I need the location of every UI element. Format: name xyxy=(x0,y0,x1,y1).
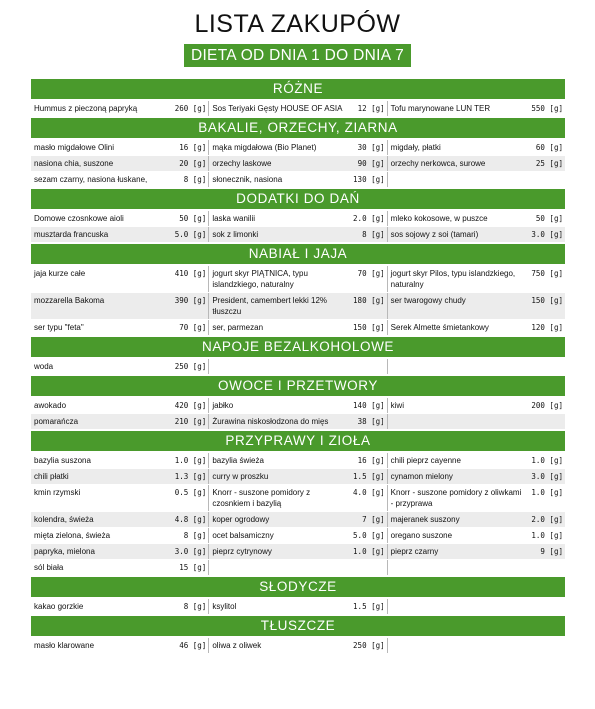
item-quantity: 60 [g] xyxy=(535,143,563,152)
item-name: kiwi xyxy=(390,401,404,410)
item-cell xyxy=(31,227,209,242)
item-row xyxy=(31,560,565,575)
item-name: Tofu marynowane LUN TER xyxy=(390,104,491,113)
item-name: kakao gorzkie xyxy=(34,602,84,611)
item-quantity: 16 [g] xyxy=(357,456,385,465)
item-name: pieprz czarny xyxy=(390,547,439,556)
item-quantity: 9 [g] xyxy=(540,547,563,556)
item-name: bazylia świeża xyxy=(212,456,264,465)
item-cell xyxy=(209,398,387,413)
item-cell xyxy=(388,172,565,187)
item-quantity: 5.0 [g] xyxy=(353,531,385,540)
item-name: masło migdałowe Olini xyxy=(34,143,115,152)
item-name: migdały, płatki xyxy=(390,143,441,152)
item-row xyxy=(31,485,565,511)
item-name: masło klarowane xyxy=(34,641,95,650)
item-quantity: 260 [g] xyxy=(174,104,207,113)
item-name: Knorr - suszone pomidory z czosnkiem i bazylią xyxy=(212,488,311,508)
item-quantity: 1.5 [g] xyxy=(353,472,385,481)
item-name: Knorr - suszone pomidory z oliwkami - przyprawa xyxy=(390,488,522,508)
item-name: cynamon mielony xyxy=(390,472,453,481)
item-row xyxy=(31,266,565,292)
item-name: sos sojowy z soi (tamari) xyxy=(390,230,479,239)
item-cell xyxy=(209,140,387,155)
item-row xyxy=(31,453,565,468)
item-quantity: 390 [g] xyxy=(174,296,207,305)
item-cell xyxy=(31,453,209,468)
item-row xyxy=(31,469,565,484)
item-quantity: 5.0 [g] xyxy=(174,230,207,239)
item-name: słonecznik, nasiona xyxy=(212,175,283,184)
item-quantity: 1.3 [g] xyxy=(174,472,207,481)
item-name: orzechy laskowe xyxy=(212,159,272,168)
item-cell xyxy=(31,512,209,527)
item-quantity: 25 [g] xyxy=(535,159,563,168)
item-quantity: 4.8 [g] xyxy=(174,515,207,524)
item-quantity: 420 [g] xyxy=(174,401,207,410)
item-row xyxy=(31,227,565,242)
item-name: awokado xyxy=(34,401,67,410)
item-quantity: 410 [g] xyxy=(174,269,207,278)
item-row xyxy=(31,101,565,116)
item-name: sól biała xyxy=(34,563,64,572)
item-name: jogurt skyr PIĄTNICA, typu islandzkiego, naturalny xyxy=(212,269,308,289)
item-quantity: 150 [g] xyxy=(531,296,563,305)
subtitle-wrap xyxy=(0,44,595,67)
item-cell xyxy=(31,528,209,543)
item-grid xyxy=(31,359,565,374)
item-quantity: 1.5 [g] xyxy=(353,602,385,611)
item-cell xyxy=(31,359,209,374)
item-cell xyxy=(209,560,387,575)
item-name: bazylia suszona xyxy=(34,456,91,465)
item-cell xyxy=(388,560,565,575)
item-name: mąka migdałowa (Bio Planet) xyxy=(212,143,317,152)
item-quantity: 90 [g] xyxy=(357,159,385,168)
item-name: ser twarogowy chudy xyxy=(390,296,466,305)
item-name: chili pieprz cayenne xyxy=(390,456,461,465)
item-quantity: 180 [g] xyxy=(353,296,385,305)
item-name: mozzarella Bakoma xyxy=(34,296,105,305)
section-header: RÓŻNE xyxy=(31,79,565,99)
section-header: NABIAŁ I JAJA xyxy=(31,244,565,264)
item-name: oregano suszone xyxy=(390,531,453,540)
item-cell xyxy=(209,227,387,242)
item-quantity: 8 [g] xyxy=(183,602,207,611)
shopping-list-content xyxy=(31,79,565,655)
item-cell xyxy=(209,172,387,187)
item-name: sok z limonki xyxy=(212,230,259,239)
item-quantity: 0.5 [g] xyxy=(174,488,207,497)
item-cell xyxy=(31,485,209,511)
item-quantity: 1.0 [g] xyxy=(353,547,385,556)
item-row xyxy=(31,293,565,319)
item-name: jaja kurze całe xyxy=(34,269,86,278)
item-quantity: 4.0 [g] xyxy=(353,488,385,497)
item-name: koper ogrodowy xyxy=(212,515,270,524)
item-quantity: 1.0 [g] xyxy=(531,488,563,497)
item-cell xyxy=(209,101,387,116)
item-row xyxy=(31,156,565,171)
item-quantity: 50 [g] xyxy=(179,214,207,223)
item-grid xyxy=(31,638,565,653)
item-row xyxy=(31,414,565,429)
item-cell xyxy=(209,599,387,614)
item-quantity: 130 [g] xyxy=(353,175,385,184)
section xyxy=(31,189,565,242)
section xyxy=(31,244,565,335)
section xyxy=(31,431,565,575)
item-quantity: 16 [g] xyxy=(179,143,207,152)
item-cell xyxy=(388,414,565,429)
item-row xyxy=(31,359,565,374)
item-name: jogurt skyr Pilos, typu islandzkiego, naturalny xyxy=(390,269,516,289)
item-grid xyxy=(31,398,565,429)
item-cell xyxy=(388,469,565,484)
item-name: woda xyxy=(34,362,54,371)
item-quantity: 30 [g] xyxy=(357,143,385,152)
item-cell xyxy=(388,211,565,226)
item-cell xyxy=(388,156,565,171)
item-quantity: 3.0 [g] xyxy=(174,547,207,556)
item-quantity: 550 [g] xyxy=(531,104,563,113)
item-cell xyxy=(209,156,387,171)
item-quantity: 150 [g] xyxy=(353,323,385,332)
item-cell xyxy=(388,320,565,335)
item-quantity: 46 [g] xyxy=(179,641,207,650)
item-cell xyxy=(388,227,565,242)
item-quantity: 250 [g] xyxy=(353,641,385,650)
item-name: chili płatki xyxy=(34,472,69,481)
item-quantity: 1.0 [g] xyxy=(174,456,207,465)
item-cell xyxy=(388,512,565,527)
item-cell xyxy=(31,293,209,319)
item-quantity: 1.0 [g] xyxy=(531,531,563,540)
item-cell xyxy=(31,172,209,187)
item-cell xyxy=(388,101,565,116)
item-cell xyxy=(31,320,209,335)
item-quantity: 12 [g] xyxy=(357,104,385,113)
section xyxy=(31,79,565,116)
item-name: papryka, mielona xyxy=(34,547,95,556)
item-cell xyxy=(388,453,565,468)
section xyxy=(31,337,565,374)
item-quantity: 3.0 [g] xyxy=(531,472,563,481)
item-quantity: 8 [g] xyxy=(183,531,207,540)
item-cell xyxy=(388,398,565,413)
item-cell xyxy=(31,638,209,653)
section-header: SŁODYCZE xyxy=(31,577,565,597)
section-header: TŁUSZCZE xyxy=(31,616,565,636)
item-name: Sos Teriyaki Gęsty HOUSE OF ASIA xyxy=(212,104,343,113)
item-cell xyxy=(31,211,209,226)
item-name: kmin rzymski xyxy=(34,488,81,497)
item-cell xyxy=(209,320,387,335)
section xyxy=(31,577,565,614)
item-name: laska wanilii xyxy=(212,214,256,223)
item-grid xyxy=(31,266,565,335)
item-name: Domowe czosnkowe aioli xyxy=(34,214,124,223)
item-row xyxy=(31,544,565,559)
item-cell xyxy=(388,140,565,155)
item-quantity: 50 [g] xyxy=(535,214,563,223)
item-cell xyxy=(209,359,387,374)
item-quantity: 200 [g] xyxy=(531,401,563,410)
section xyxy=(31,376,565,429)
item-grid xyxy=(31,599,565,614)
item-cell xyxy=(31,101,209,116)
item-name: musztarda francuska xyxy=(34,230,109,239)
item-name: Serek Almette śmietankowy xyxy=(390,323,489,332)
item-cell xyxy=(209,293,387,319)
item-name: mięta zielona, świeża xyxy=(34,531,111,540)
item-name: pomarańcza xyxy=(34,417,79,426)
item-name: sezam czarny, nasiona łuskane, xyxy=(34,175,148,184)
item-name: majeranek suszony xyxy=(390,515,460,524)
item-quantity: 8 [g] xyxy=(362,230,385,239)
item-cell xyxy=(209,544,387,559)
item-cell xyxy=(388,266,565,292)
item-name: Żurawina niskosłodzona do mięs xyxy=(212,417,329,426)
item-grid xyxy=(31,453,565,575)
item-name: nasiona chia, suszone xyxy=(34,159,114,168)
item-name: ser typu "feta" xyxy=(34,323,84,332)
item-row xyxy=(31,320,565,335)
item-name: Hummus z pieczoną papryką xyxy=(34,104,138,113)
item-grid xyxy=(31,101,565,116)
item-cell xyxy=(31,599,209,614)
item-cell xyxy=(209,528,387,543)
item-cell xyxy=(209,414,387,429)
item-name: President, camembert lekki 12% tłuszczu xyxy=(212,296,328,316)
item-name: kolendra, świeża xyxy=(34,515,94,524)
item-cell xyxy=(31,398,209,413)
item-cell xyxy=(209,638,387,653)
item-quantity: 210 [g] xyxy=(174,417,207,426)
item-row xyxy=(31,172,565,187)
section-header: PRZYPRAWY I ZIOŁA xyxy=(31,431,565,451)
item-name: ksylitol xyxy=(212,602,237,611)
item-cell xyxy=(209,469,387,484)
item-quantity: 7 [g] xyxy=(362,515,385,524)
item-cell xyxy=(388,599,565,614)
item-grid xyxy=(31,211,565,242)
item-name: curry w proszku xyxy=(212,472,269,481)
item-quantity: 2.0 [g] xyxy=(531,515,563,524)
item-row xyxy=(31,140,565,155)
item-cell xyxy=(31,266,209,292)
item-name: mleko kokosowe, w puszce xyxy=(390,214,488,223)
item-cell xyxy=(388,528,565,543)
item-quantity: 20 [g] xyxy=(179,159,207,168)
page-title: LISTA ZAKUPÓW xyxy=(194,10,401,38)
item-quantity: 750 [g] xyxy=(531,269,563,278)
item-cell xyxy=(388,359,565,374)
item-row xyxy=(31,398,565,413)
item-cell xyxy=(31,156,209,171)
item-quantity: 140 [g] xyxy=(353,401,385,410)
item-cell xyxy=(31,140,209,155)
item-quantity: 8 [g] xyxy=(183,175,207,184)
item-grid xyxy=(31,140,565,187)
item-cell xyxy=(388,293,565,319)
item-quantity: 120 [g] xyxy=(531,323,563,332)
item-row xyxy=(31,211,565,226)
item-name: ser, parmezan xyxy=(212,323,264,332)
item-name: pieprz cytrynowy xyxy=(212,547,272,556)
section-header: BAKALIE, ORZECHY, ZIARNA xyxy=(31,118,565,138)
item-quantity: 250 [g] xyxy=(174,362,207,371)
section-header: DODATKI DO DAŃ xyxy=(31,189,565,209)
item-quantity: 3.0 [g] xyxy=(531,230,563,239)
item-cell xyxy=(209,211,387,226)
item-name: jabłko xyxy=(212,401,234,410)
item-quantity: 38 [g] xyxy=(357,417,385,426)
item-row xyxy=(31,512,565,527)
item-cell xyxy=(209,453,387,468)
item-cell xyxy=(31,560,209,575)
section xyxy=(31,118,565,187)
item-cell xyxy=(388,485,565,511)
item-quantity: 1.0 [g] xyxy=(531,456,563,465)
item-row xyxy=(31,528,565,543)
item-name: oliwa z oliwek xyxy=(212,641,262,650)
item-cell xyxy=(31,544,209,559)
section-header: NAPOJE BEZALKOHOLOWE xyxy=(31,337,565,357)
item-row xyxy=(31,638,565,653)
item-name: ocet balsamiczny xyxy=(212,531,274,540)
item-quantity: 70 [g] xyxy=(357,269,385,278)
item-cell xyxy=(209,485,387,511)
item-cell xyxy=(388,638,565,653)
item-quantity: 15 [g] xyxy=(179,563,207,572)
page-subtitle: DIETA OD DNIA 1 DO DNIA 7 xyxy=(184,44,411,67)
item-quantity: 2.0 [g] xyxy=(353,214,385,223)
item-cell xyxy=(31,469,209,484)
section-header: OWOCE I PRZETWORY xyxy=(31,376,565,396)
item-name: orzechy nerkowca, surowe xyxy=(390,159,486,168)
section xyxy=(31,616,565,653)
item-cell xyxy=(388,544,565,559)
item-cell xyxy=(31,414,209,429)
item-row xyxy=(31,599,565,614)
item-cell xyxy=(209,512,387,527)
item-cell xyxy=(209,266,387,292)
item-quantity: 70 [g] xyxy=(179,323,207,332)
